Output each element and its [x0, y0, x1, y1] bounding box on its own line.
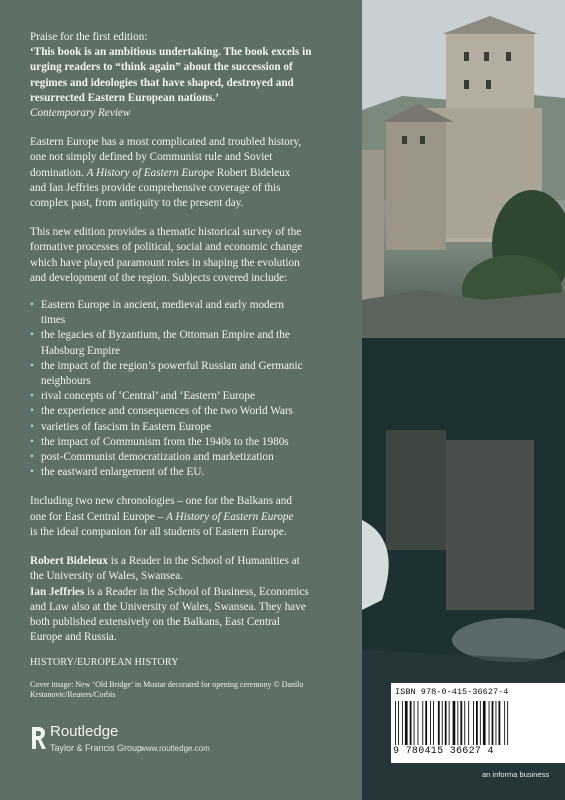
author-name: Ian Jeffries: [30, 585, 85, 598]
barcode-bar: [483, 701, 486, 745]
quote-line: resurrected Eastern European nations.’: [30, 91, 219, 104]
barcode-bar: [507, 701, 508, 745]
barcode-bar: [418, 701, 419, 745]
bio-line: both published extensively on the Balkans, East Central: [30, 615, 280, 628]
barcode-bar: [492, 701, 494, 745]
subject-line: the legacies of Byzantium, the Ottoman Empire and the: [41, 329, 290, 342]
bullet-icon: •: [30, 420, 34, 433]
bio-line: [30, 554, 360, 569]
subject-item: [30, 328, 360, 358]
barcode-bar: [422, 701, 423, 745]
routledge-r-icon: [30, 725, 46, 751]
barcode-bar: [499, 701, 501, 745]
quote-source: Contemporary Review: [30, 107, 131, 120]
subject-line: Habsburg Empire: [41, 344, 121, 357]
barcode-bar: [496, 701, 497, 745]
paragraph-line: which have played paramount roles in shaping the evolution: [30, 256, 300, 269]
barcode-bar: [504, 701, 505, 745]
book-title: A History of Eastern Europe: [86, 166, 214, 179]
barcode-bar: [480, 701, 481, 745]
bio-text: is a Reader in the School of Humanities at: [108, 555, 300, 568]
paragraph-line: Including two new chronologies – one for the Balkans and: [30, 495, 292, 508]
paragraph-line: [30, 166, 360, 181]
bullet-icon: •: [30, 390, 34, 403]
photo-illustration: [362, 0, 565, 800]
subject-line: neighbours: [41, 375, 91, 388]
subject-item: [30, 389, 360, 404]
barcode-bar: [453, 701, 456, 745]
barcode-bar: [410, 701, 412, 745]
subject-line: post-Communist democratization and marketization: [41, 451, 274, 464]
intro-paragraph: [30, 135, 360, 211]
barcode-bar: [438, 701, 440, 745]
quote-line: regimes and ideologies that have shaped, destroyed and: [30, 76, 294, 89]
subject-category: HISTORY/EUROPEAN HISTORY: [30, 657, 179, 669]
barcode-bar: [489, 701, 490, 745]
subject-line: times: [41, 314, 66, 327]
bio-line: and Law also at the University of Wales, Swansea. They have: [30, 600, 306, 613]
subjects-list: [30, 298, 360, 480]
subject-item: [30, 450, 360, 465]
bio-text: is a Reader in the School of Business, Economics: [84, 585, 309, 598]
bio-line: Europe and Russia.: [30, 631, 117, 644]
bullet-icon: •: [30, 329, 34, 342]
paragraph-line: and development of the region. Subjects covered include:: [30, 271, 288, 284]
blurb-text: [30, 30, 360, 700]
publisher-website: www.routledge.com: [140, 744, 210, 753]
survey-paragraph: [30, 225, 360, 286]
credit-line: Cover image: New ‘Old Bridge’ in Mostar decorated for opening ceremony © Danilo: [30, 680, 304, 690]
isbn-barcode-panel: [391, 683, 565, 763]
barcode-bar: [468, 701, 469, 745]
barcode-bar: [414, 701, 415, 745]
barcode-bar: [457, 701, 458, 745]
bullet-icon: •: [30, 299, 34, 312]
publisher-name: Routledge: [50, 723, 119, 740]
paragraph-line: and Ian Jeffries provide comprehensive coverage of this: [30, 181, 281, 194]
barcode-bar: [395, 701, 396, 745]
subject-item: [30, 435, 360, 450]
routledge-logo: [30, 721, 150, 757]
bullet-icon: •: [30, 405, 34, 418]
quote-line: ‘This book is an ambitious undertaking. The book excels in: [30, 46, 312, 59]
subject-item: [30, 420, 360, 435]
praise-intro: Praise for the first edition:: [30, 31, 148, 43]
barcode-bar: [402, 701, 403, 745]
bullet-icon: •: [30, 435, 34, 448]
subject-line: the impact of Communism from the 1940s to the 1980s: [41, 435, 289, 448]
barcode-bar: [433, 701, 434, 745]
subject-line: the experience and consequences of the two World Wars: [41, 405, 293, 418]
subject-line: varieties of fascism in Eastern Europe: [41, 420, 211, 433]
publisher-group: Taylor & Francis Group: [50, 743, 143, 753]
paragraph-line: is the ideal companion for all students of Eastern Europe.: [30, 525, 287, 538]
barcode-bar: [405, 701, 408, 745]
paragraph-text: Robert Bideleux: [213, 166, 291, 179]
barcode-bar: [398, 701, 399, 745]
credit-line: Krstanovic/Reuters/Corbis: [30, 690, 116, 700]
bullet-icon: •: [30, 359, 34, 372]
paragraph-line: Eastern Europe has a most complicated and troubled history,: [30, 136, 302, 149]
quote-line: urging readers to “think again” about the succession of: [30, 61, 293, 74]
paragraph-line: one not simply defined by Communist rule and Soviet: [30, 151, 273, 164]
informa-tagline: an informa business: [482, 770, 550, 779]
barcode-bar: [445, 701, 447, 745]
paragraph-line: complex past, from antiquity to the present day.: [30, 197, 244, 210]
paragraph-text: domination.: [30, 166, 87, 179]
barcode-bar: [476, 701, 478, 745]
cover-photo-mostar: [362, 0, 565, 800]
barcode-bar: [460, 701, 462, 745]
chronologies-paragraph: [30, 494, 360, 540]
subject-item: [30, 359, 360, 389]
subject-line: rival concepts of ‘Central’ and ‘Eastern’ Europe: [41, 390, 255, 403]
bio-line: the University of Wales, Swansea.: [30, 570, 183, 583]
barcode-bar: [442, 701, 443, 745]
bullet-icon: •: [30, 451, 34, 464]
barcode-icon: [395, 701, 527, 745]
isbn-label: ISBN 978-0-415-36627-4: [395, 687, 509, 697]
isbn-digits: 9 780415 36627 4: [393, 746, 494, 757]
paragraph-line: This new edition provides a thematic historical survey of the: [30, 226, 302, 239]
bio-line: [30, 585, 360, 600]
barcode-bar: [430, 701, 431, 745]
subject-item: [30, 465, 360, 480]
author-bios: [30, 554, 360, 645]
paragraph-line: formative processes of political, social and economic change: [30, 241, 303, 254]
book-title: A History of Eastern Europe: [166, 510, 294, 523]
barcode-bar: [473, 701, 474, 745]
author-name: Robert Bideleux: [30, 555, 108, 568]
cover-image-credit: [30, 680, 360, 700]
bullet-icon: •: [30, 466, 34, 479]
subject-item: [30, 404, 360, 419]
barcode-bar: [464, 701, 465, 745]
paragraph-line: [30, 510, 360, 525]
praise-quote: [30, 45, 360, 106]
subject-line: the eastward enlargement of the EU.: [41, 466, 205, 479]
subject-line: Eastern Europe in ancient, medieval and early modern: [41, 299, 284, 312]
paragraph-text: one for East Central Europe –: [30, 510, 167, 523]
barcode-bar: [449, 701, 450, 745]
subject-line: the impact of the region’s powerful Russian and Germanic: [41, 359, 303, 372]
barcode-bar: [425, 701, 427, 745]
subject-item: [30, 298, 360, 328]
